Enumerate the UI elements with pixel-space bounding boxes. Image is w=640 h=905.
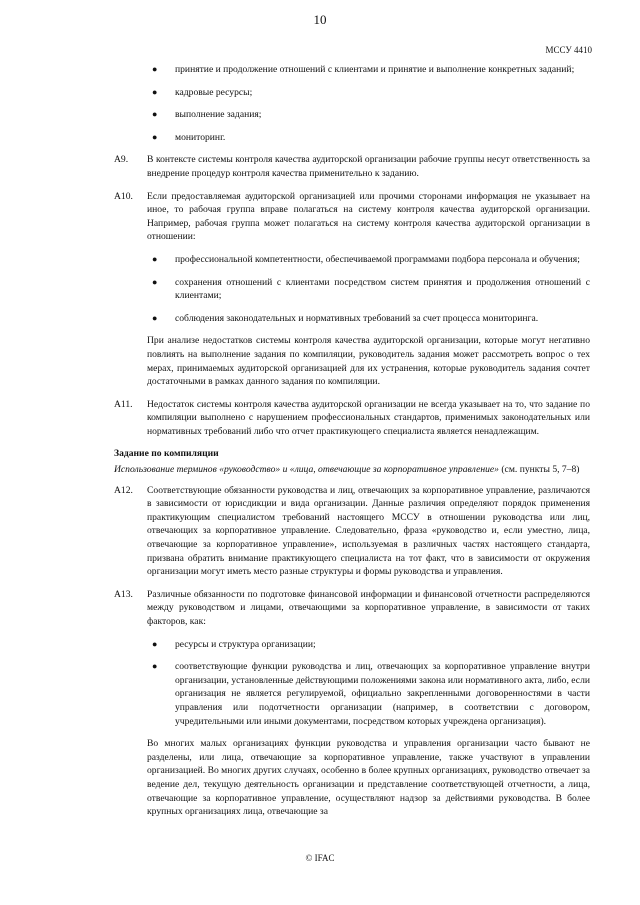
bullet-icon: ● — [152, 638, 158, 649]
paragraph-a10-continuation: При анализе недостатков системы контроля качества аудиторской организации, которые могут негативно повлиять на выполнение задания по компиляции, руководитель задания может рассмотреть вопрос о тех мерах, принимаемых аудиторской организацией для их устранения, которые руководитель задания сочтет достаточными в рамках данного задания по компиляции. — [147, 335, 590, 388]
list-item: ● соблюдения законодательных и нормативных требований за счет процесса мониторинга. — [152, 312, 539, 324]
list-item: ● сохранения отношений с клиентами посредством систем принятия и продолжения отношений с клиентами; — [152, 276, 590, 302]
list-item: ● мониторинг. — [152, 131, 226, 143]
paragraph-number: A10. — [114, 190, 133, 202]
list-item: ● профессиональной компетентности, обеспечиваемой программами подбора персонала и обучения; — [152, 253, 580, 265]
section-heading: Задание по компиляции — [114, 448, 219, 460]
page-number: 10 — [313, 12, 327, 27]
paragraph-number: A9. — [114, 154, 129, 166]
paragraph-number: A12. — [114, 484, 133, 496]
paragraph-reference: (см. пункты 5, 7–8) — [498, 464, 580, 476]
bullet-icon: ● — [152, 131, 158, 142]
paragraph-a10: A10. Если предоставляемая аудиторской организацией или прочими сторонами информация не указывает на иное, то рабочая группа вправе полагаться на систему контроля качества аудиторской организации. Например, рабочая группа может полагаться на систему контроля качества аудиторской организации в отношении: — [114, 190, 590, 243]
list-item: ● ресурсы и структура организации; — [152, 638, 316, 650]
list-item: ● кадровые ресурсы; — [152, 86, 253, 98]
paragraph-a9: A9. В контексте системы контроля качества аудиторской организации рабочие группы несут ответственность за внедрение процедур контроля качества применительно к заданию. — [114, 154, 590, 179]
bullet-icon: ● — [152, 109, 158, 120]
list-item: ● принятие и продолжение отношений с клиентами и принятие и выполнение конкретных заданий; — [152, 64, 575, 75]
paragraph-number: A13. — [114, 588, 133, 600]
bullet-icon: ● — [152, 661, 158, 672]
section-subheading: Использование терминов «руководство» и «лица, отвечающие за корпоративное управление» (см. пункты 5, 7–8) — [114, 464, 580, 476]
document-body — [114, 63, 590, 828]
paragraph-number: A11. — [114, 398, 133, 410]
list-item: ● выполнение задания; — [152, 109, 262, 121]
paragraph-a13: A13. Различные обязанности по подготовке финансовой информации и финансовой отчетности распределяются между руководством и лицами, отвечающими за корпоративное управление, в зависимости от таких факторов, как: — [114, 588, 590, 627]
paragraph-a13-continuation: Во многих малых организациях функции руководства и управления организации часто бывают не разделены, или лица, отвечающие за корпоративное управление, также участвуют в управлении организацией. Во многих других случаях, особенно в более крупных организациях, руководство отвечает за ведение дел, текущую деятельность организации и представление соответствующей отчетности, а лица, отвечающие за корпоративное управление, осуществляют надзор за действиями руководства. В более крупных организациях лица, отвечающие за — [147, 738, 590, 818]
bullet-icon: ● — [152, 276, 158, 287]
bullet-icon: ● — [152, 312, 158, 323]
paragraph-a11: A11. Недостаток системы контроля качества аудиторской организации не всегда указывает на то, что задание по компиляции выполнено с нарушением профессиональных стандартов, применимых законодательных или нормативных требований либо что отчет практикующего специалиста является ненадлежащим. — [114, 398, 590, 437]
footer-copyright: © IFAC — [305, 853, 335, 863]
bullet-icon: ● — [152, 86, 158, 97]
list-item: ● соответствующие функции руководства и лиц, отвечающих за корпоративное управление внутри организации, установленные действующими положениями закона или нормативного акта, либо, если организация не является регулируемой, официально закрепленными договоренностями в части управления или подотчетности организации (например, в соответствии с договором, учредительными или иными документами, посредством которых учреждена организация). — [152, 661, 590, 727]
document-code: МССУ 4410 — [545, 45, 592, 55]
bullet-icon: ● — [152, 253, 158, 264]
bullet-icon: ● — [152, 64, 158, 74]
paragraph-a12: A12. Соответствующие обязанности руководства и лиц, отвечающих за корпоративное управление, различаются в зависимости от юрисдикции и вида организации. Данные различия определяют порядок применения практикующим специалистом требований настоящего МССУ в отношении руководства или лиц, отвечающих за корпоративное управление. Следовательно, фраза «руководство и, если уместно, лица, отвечающие за корпоративное управление», используемая в различных частях настоящего стандарта, призвана обратить внимание практикующего специалиста на тот факт, что в зависимости от окружения организации могут иметь место разные структуры и формы руководства и управления. — [114, 484, 590, 578]
